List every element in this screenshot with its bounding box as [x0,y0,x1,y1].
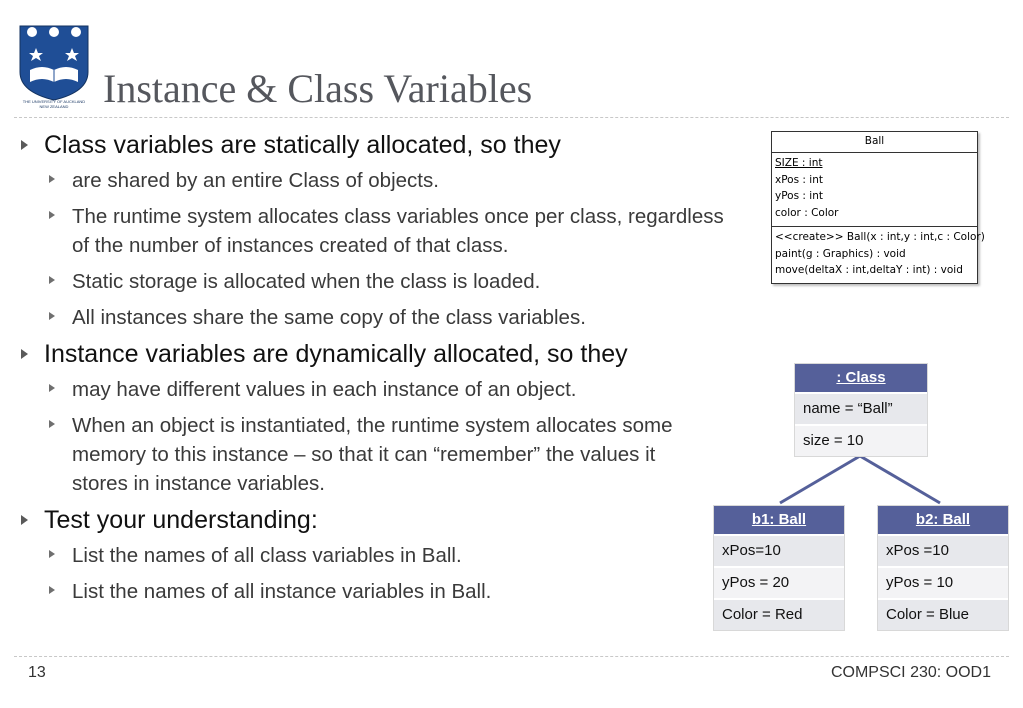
object-field: size = 10 [795,424,927,456]
sub-bullet-arrow-icon [49,175,55,183]
uml-operation: <<create>> Ball(x : int,y : int,c : Color) [775,231,985,243]
sub-bullet [18,375,738,404]
bullet-test-understanding [18,505,738,535]
object-field: Color = Red [714,598,844,630]
b1-object-box [713,505,845,631]
sub-bullet-text: All instances share the same copy of the class variables. [72,306,586,329]
sub-bullet [18,166,738,195]
uml-class-name: Ball [772,132,977,153]
connector-line-b1 [780,456,860,503]
uml-operation: move(deltaX : int,deltaY : int) : void [775,264,963,276]
bullet-list [18,130,738,613]
sub-bullet-arrow-icon [49,312,55,320]
sub-bullet-arrow-icon [49,420,55,428]
sub-bullet-arrow-icon [49,276,55,284]
bullet-instance-variables [18,339,738,369]
object-field: Color = Blue [878,598,1008,630]
class-object-box [794,363,928,457]
object-field: xPos =10 [878,534,1008,566]
crest-icon [16,22,92,110]
sub-bullet [18,411,702,498]
page-number: 13 [28,664,46,681]
sub-bullet [18,577,738,606]
sub-bullet-arrow-icon [49,211,55,219]
sub-bullet [18,202,738,260]
object-header: : Class [795,364,927,392]
bullet-arrow-icon [21,349,28,359]
object-field: name = “Ball” [795,392,927,424]
uml-attribute: SIZE : int [775,157,823,169]
logo-country-text: NEW ZEALAND [39,104,69,109]
bullet-class-variables [18,130,738,160]
uml-operations [772,227,985,283]
sub-bullet [18,303,738,332]
connector-line-b2 [860,456,940,503]
course-label: COMPSCI 230: OOD1 [830,664,991,681]
object-field: yPos = 10 [878,566,1008,598]
b2-object-box [877,505,1009,631]
bullet-text: Class variables are statically allocated, so they [44,131,561,159]
sub-bullet-arrow-icon [49,384,55,392]
sub-bullet-text: When an object is instantiated, the runtime system allocates some memory to this instance – so that it can “remember” the values it stores in instance variables. [72,414,673,495]
sub-bullet-text: may have different values in each instance of an object. [72,378,577,401]
bullet-arrow-icon [21,140,28,150]
logo-university-text: THE UNIVERSITY OF AUCKLAND [22,99,86,104]
bullet-text: Instance variables are dynamically allocated, so they [44,340,628,368]
object-field: xPos=10 [714,534,844,566]
uml-operation: paint(g : Graphics) : void [775,247,906,260]
sub-bullet-text: The runtime system allocates class variables once per class, regardless of the number of instances created of that class. [72,205,724,257]
footer-divider [14,656,1009,657]
sub-bullet [18,267,738,296]
slide-title: Instance & Class Variables [103,66,533,111]
university-logo [16,22,92,110]
sub-bullet-text: List the names of all instance variables in Ball. [72,580,492,603]
sub-bullet-text: are shared by an entire Class of objects. [72,169,439,192]
object-header: b2: Ball [878,506,1008,534]
uml-attributes [772,153,977,227]
header-divider [14,117,1009,118]
object-header: b1: Ball [714,506,844,534]
uml-attribute: color : Color [775,206,839,219]
sub-bullet-arrow-icon [49,586,55,594]
sub-bullet-text: List the names of all class variables in Ball. [72,544,462,567]
object-field: yPos = 20 [714,566,844,598]
bullet-arrow-icon [21,515,28,525]
uml-attribute: yPos : int [775,190,823,202]
sub-bullet-arrow-icon [49,550,55,558]
sub-bullet-text: Static storage is allocated when the class is loaded. [72,270,541,293]
bullet-text: Test your understanding: [44,506,318,534]
uml-class-diagram [771,131,985,284]
sub-bullet [18,541,738,570]
uml-attribute: xPos : int [775,173,823,186]
